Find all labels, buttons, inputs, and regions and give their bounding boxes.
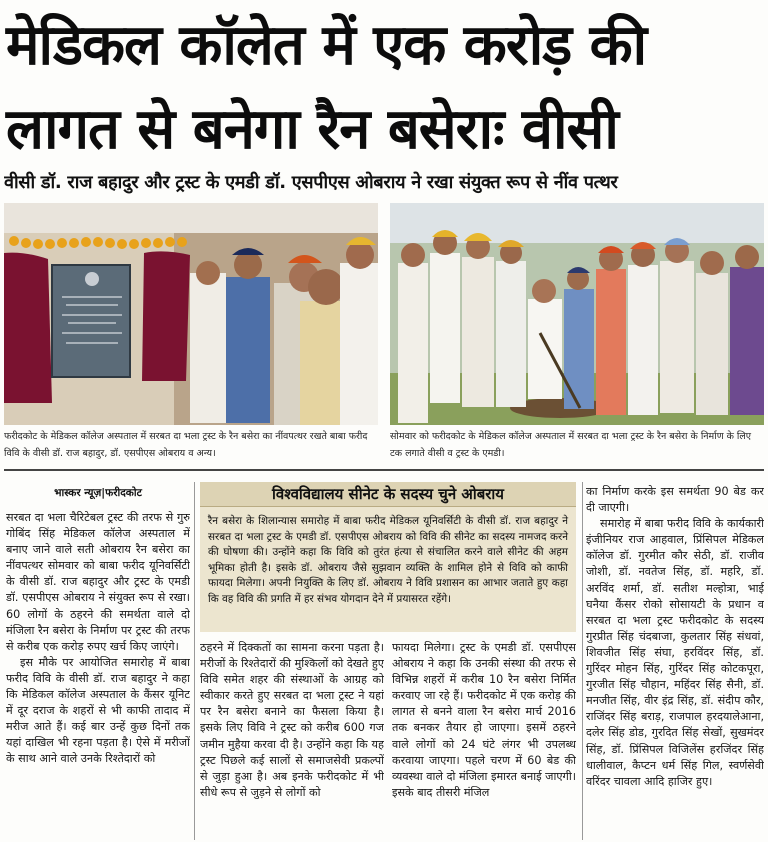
- article-column-4: [586, 484, 764, 840]
- subheadline: वीसी डॉ. राज बहादुर और ट्रस्ट के एमडी डॉ. एसपीएस ओबराय ने रखा संयुक्त रूप से नींव पत्थर: [4, 172, 618, 193]
- headline-line-1: मेडिकल कॉलेत में एक करोड़ की: [6, 13, 647, 78]
- box-title: विश्वविद्यालय सीनेट के सदस्य चुने ओबराय: [200, 482, 576, 507]
- section-divider: [4, 469, 764, 471]
- column-divider: [582, 482, 583, 840]
- article-column-2: [200, 640, 384, 840]
- column-4-paragraph-2: समारोह में बाबा फरीद विवि के कार्यकारी इंजीनियर राज आहवाल, प्रिंसिपल मेडिकल कॉलेज डॉ. गुरमीत कौर सेठी, डॉ. राजीव जोशी, डॉ. नवतेज सिंह, डॉ. महरि, डॉ. अरविंद शर्मा, डॉ. सतीश मल्होत्रा, भाई घनैया कैंसर रोको सोसायटी के प्रधान व सरबत दा भला ट्रस्ट फरीदकोट के सदस्य गुरप्रीत सिंह चंदबाजा, कुलतार सिंह संधवां, शिवजीत सिंह संघा, हरविंदर सिंह, डॉ. गुरिंदर मोहन सिंह, गुरिंदर सिंह कोटकपूरा, गुरजीत सिंह चौहान, महिंदर सिंह सैनी, डॉ. मनजीत सिंह, वीर इंद्र सिंह, डॉ. संदीप कौर, राजिंदर सिंह बराड़, राजपाल हरदयालेआना, दलेर सिंह डोड, गुरदित सिंह सेखों, सुखमंदर सिंह, डॉ. प्रिंसिपल विजिलेंस हरजिंदर सिंह धालीवाल, कैप्टन धर्म सिंह गिल, स्वर्णसेवी वरिंदर चावला आदि हाजिर हुए।: [586, 517, 764, 788]
- headline-line-2: लागत से बनेगा रैन बसेराः वीसी: [6, 97, 618, 162]
- article-column-1: [6, 510, 190, 840]
- column-2-text: ठहरने में दिक्कतों का सामना करना पड़ता है। मरीजों के रिश्तेदारों की मुश्किलों को देखते हुए विवि समेत शहर की संस्थाओं के आग्रह को स्वीकार करते हुए सरबत दा भला ट्रस्ट ने यहां पर रैन बसेरा बनाने का फैसला किया है। इसके लिए विवि ने ट्रस्ट को करीब 600 गज जमीन मुहैया करवा दी है। उन्होंने कहा कि यह ट्रस्ट पिछले कई सालों से समाजसेवी प्रकल्पों से जुड़ा हुआ है। अब इनके फरीदकोट में भी सीधे रूप से जुड़ने से लोगों को: [200, 641, 384, 799]
- column-1-paragraph-1: सरबत दा भला चैरिटेबल ट्रस्ट की तरफ से गुरु गोबिंद सिंह मेडिकल कॉलेज अस्पताल में बनाए जाने वाले सती ओबराय रैन बसेरा का नींवपत्थर सोमवार को बाबा फरीद यूनिवर्सिटी के वीसी डॉ. राज बहादुर और ट्रस्ट के एमडी डॉ. एसपीएस ओबराय ने संयुक्त रूप से रखा। 60 लोगों के ठहरने की समर्थता वाले दो मंजिला रैन बसेरा के निर्माण पर ट्रस्ट की तरफ से करीब एक करोड़ रुपए खर्च किए जाएंगे।: [6, 511, 190, 653]
- photo-right-caption: सोमवार को फरीदकोट के मेडिकल कॉलेज अस्पताल में सरबत दा भला ट्रस्ट के रैन बसेरा के निर्माण के लिए टक लगाते वीसी व ट्रस्ट के एमडी।: [390, 431, 752, 459]
- senate-member-box: [200, 482, 576, 632]
- photo-foundation-stone: [4, 203, 378, 425]
- article-column-3: [392, 640, 576, 840]
- byline: भास्कर न्यूज़|फरीदकोट: [54, 487, 142, 499]
- column-1-paragraph-2: इस मौके पर आयोजित समारोह में बाबा फरीद विवि के वीसी डॉ. राज बहादुर ने कहा कि मेडिकल कॉलेज अस्पताल के कैंसर यूनिट में दूर दराज के शहरों से भी काफी तादाद में मरीज आते हैं। कई बार उन्हें कुछ दिनों तक यहां दाखिल भी रहना पड़ता है। ऐसे में मरीजों के साथ आने वाले उनके रिश्तेदारों को: [6, 655, 190, 766]
- photo-groundbreaking: [390, 203, 764, 425]
- photo-groundbreaking-illustration: [390, 203, 764, 425]
- column-3-text: फायदा मिलेगा। ट्रस्ट के एमडी डॉ. एसपीएस ओबराय ने कहा कि उनकी संस्था की तरफ से विभिन्न शहरों में करीब 10 रैन बसेरा निर्मित करवाए जा रहे हैं। फरीदकोट में एक करोड़ की लागत से बनने वाला रैन बसेरा मार्च 2016 तक बनकर तैयार हो जाएगा। इसमें ठहरने वाले लोगों को 24 घंटे लंगर भी उपलब्ध करवाया जाएगा। पहले चरण में 60 बेड की व्यवस्था वाले दो मंजिला इमारत बनाई जाएगी। इसके बाद तीसरी मंजिल: [392, 641, 576, 799]
- photo-foundation-stone-illustration: [4, 203, 378, 425]
- photo-left-caption: फरीदकोट के मेडिकल कॉलेज अस्पताल में सरबत दा भला ट्रस्ट के रैन बसेरा का नींवपत्थर रखते बाबा फरीद विवि के वीसी डॉ. राज बहादुर, डॉ. एसपीएस ओबराय व अन्य।: [4, 431, 368, 459]
- box-body: रैन बसेरा के शिलान्यास समारोह में बाबा फरीद मेडिकल यूनिवर्सिटी के वीसी डॉ. राज बहादुर ने सरबत दा भला ट्रस्ट के एमडी डॉ. एसपीएस ओबराय को विवि की सीनेट का सदस्य नामजद करने की घोषणा की। उन्होंने कहा कि विवि को तुरंत हंत्या से संचालित करने वाले सीनेट की अहम भूमिका होती है। इसके डॉ. ओबराय जैसे सुझवान व्यक्ति के शामिल होने से विवि को काफी फायदा मिलेगा। अपनी नियुक्ति के लिए डॉ. ओबराय ने विवि प्रशासन का आभार जताते हुए कहा कि वह विवि की प्रगति में हर संभव योगदान देने में प्रयासरत रहेंगे।: [208, 515, 568, 605]
- column-4-paragraph-1: का निर्माण करके इस समर्थता 90 बेड कर दी जाएगी।: [586, 485, 764, 515]
- column-divider: [194, 482, 195, 840]
